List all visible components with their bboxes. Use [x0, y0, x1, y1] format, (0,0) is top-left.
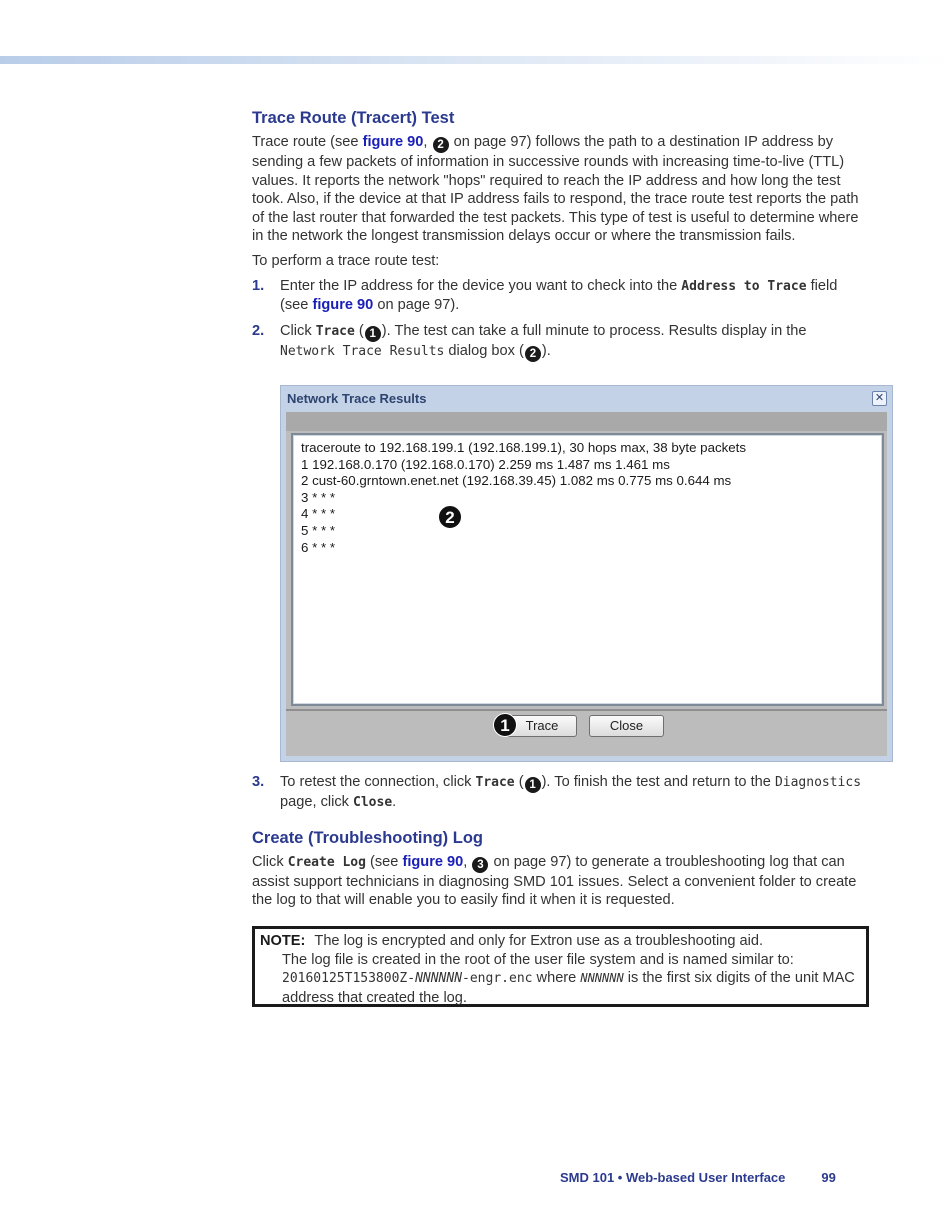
- note-box: [252, 926, 869, 1007]
- result-line: 2 cust-60.grntown.enet.net (192.168.39.45) 1.082 ms 0.775 ms 0.644 ms: [301, 473, 732, 489]
- text: is the first six digits of the unit MAC address that created the log.: [282, 970, 855, 1006]
- text: Click: [280, 322, 316, 339]
- section-heading-create-log: Create (Troubleshooting) Log: [252, 828, 483, 847]
- page-footer: [560, 1169, 836, 1188]
- text: page, click: [280, 794, 354, 810]
- note-line-2: The log file is created in the root of the user file system and is named similar to:: [282, 951, 794, 968]
- figure-link[interactable]: figure 90: [362, 134, 424, 150]
- step-1: [252, 277, 864, 315]
- trace-results-textarea[interactable]: [291, 433, 884, 706]
- dialog-body: [286, 412, 887, 756]
- text: on page 97) follows the path to a destination IP address by sending a few packets of information in successive rounds with increasing time-to-live (TTL) values. It reports the network "hops" required to reach the IP address and how long the test took. Also, if the device at that IP address fails to respond, the trace route test reports the path of the last router that forwarded the test packets. This type of test is useful to determine where in the network the longest transmission delays occur or where the transmission fails.: [252, 134, 859, 245]
- text: ,: [463, 853, 472, 870]
- text: ). To finish the test and return to the: [541, 774, 775, 790]
- filename-code: 20160125T153800Z-: [282, 971, 416, 987]
- figure-link[interactable]: figure 90: [312, 297, 374, 314]
- figure-link[interactable]: figure 90: [402, 853, 464, 870]
- text: field (see: [280, 277, 838, 314]
- close-button[interactable]: Close: [589, 715, 664, 737]
- section-heading-trace-route: Trace Route (Tracert) Test: [252, 109, 455, 127]
- step-3: [252, 773, 864, 813]
- dialog-name-code: Network Trace Results: [280, 343, 445, 359]
- create-log-description: [252, 853, 864, 910]
- dialog-title: Network Trace Results: [287, 391, 427, 406]
- result-line: 5 * * *: [301, 522, 336, 538]
- text: (see: [365, 853, 403, 870]
- callout-badge-1: 1: [365, 326, 381, 342]
- lower-content: [252, 773, 864, 916]
- mac-var: NNNNNN: [580, 971, 624, 986]
- procedure-intro: To perform a trace route test:: [252, 252, 440, 269]
- callout-2-marker: 2: [438, 505, 462, 529]
- step-number: 1.: [252, 277, 265, 294]
- text: (: [354, 322, 364, 339]
- callout-1-marker: 1: [493, 713, 517, 737]
- result-line: 6 * * *: [301, 539, 336, 555]
- page-number: 99: [821, 1170, 836, 1185]
- text: ).: [541, 342, 551, 359]
- text: Enter the IP address for the device you want to check into the: [280, 277, 682, 294]
- step-number: 2.: [252, 322, 265, 339]
- text: ,: [423, 134, 432, 150]
- trace-code: Trace: [475, 775, 515, 790]
- text: Trace route (see: [252, 134, 363, 150]
- result-line: traceroute to 192.168.199.1 (192.168.199.1), 30 hops max, 38 byte packets: [301, 440, 747, 455]
- note-line-1: [260, 932, 860, 951]
- text: on page 97).: [373, 297, 460, 314]
- toolbar-strip: [286, 412, 887, 431]
- divider: [286, 709, 887, 711]
- result-line: 1 192.168.0.170 (192.168.0.170) 2.259 ms 1.487 ms 1.461 ms: [301, 456, 670, 472]
- callout-badge-3: 3: [472, 857, 488, 873]
- text: .: [392, 794, 397, 810]
- footer-title: SMD 101 • Web-based User Interface: [560, 1170, 786, 1185]
- close-code: Close: [353, 795, 393, 810]
- trace-button[interactable]: Trace: [501, 715, 577, 737]
- create-log-code: Create Log: [287, 854, 366, 870]
- text: Click: [252, 853, 288, 870]
- note-line-3: [260, 969, 860, 1007]
- main-content: [252, 107, 864, 369]
- field-name-code: Address to Trace: [681, 278, 807, 294]
- step-number: 3.: [252, 774, 265, 790]
- text: (: [514, 774, 524, 790]
- trace-route-description: [252, 133, 864, 246]
- text: To retest the connection, click: [280, 774, 476, 790]
- text: on page 97) to generate a troubleshooting log that can assist support technicians in diagnosing SMD 101 issues. Select a convenient folder to create the log to that will enable you to easily find it when it is requested.: [252, 853, 857, 909]
- note-label: NOTE:: [260, 933, 306, 949]
- callout-badge-2: 2: [525, 346, 541, 362]
- callout-badge-1: 1: [525, 777, 541, 793]
- text: where: [532, 970, 581, 987]
- text: dialog box (: [444, 342, 524, 359]
- close-icon[interactable]: ✕: [872, 391, 887, 406]
- callout-badge-2: 2: [433, 137, 449, 153]
- text: The log is encrypted and only for Extron use as a troubleshooting aid.: [314, 933, 764, 949]
- result-line: 3 * * *: [301, 489, 336, 505]
- trace-code: Trace: [315, 323, 355, 339]
- header-gradient-bar: [0, 56, 950, 64]
- page-name-code: Diagnostics: [774, 775, 862, 790]
- result-line: 4 * * *: [301, 506, 336, 522]
- network-trace-results-dialog: [280, 385, 893, 762]
- text: ). The test can take a full minute to process. Results display in the: [381, 322, 807, 339]
- filename-code: -engr.enc: [462, 971, 533, 987]
- filename-code-var: NNNNNN: [415, 971, 463, 987]
- step-2: [252, 322, 864, 362]
